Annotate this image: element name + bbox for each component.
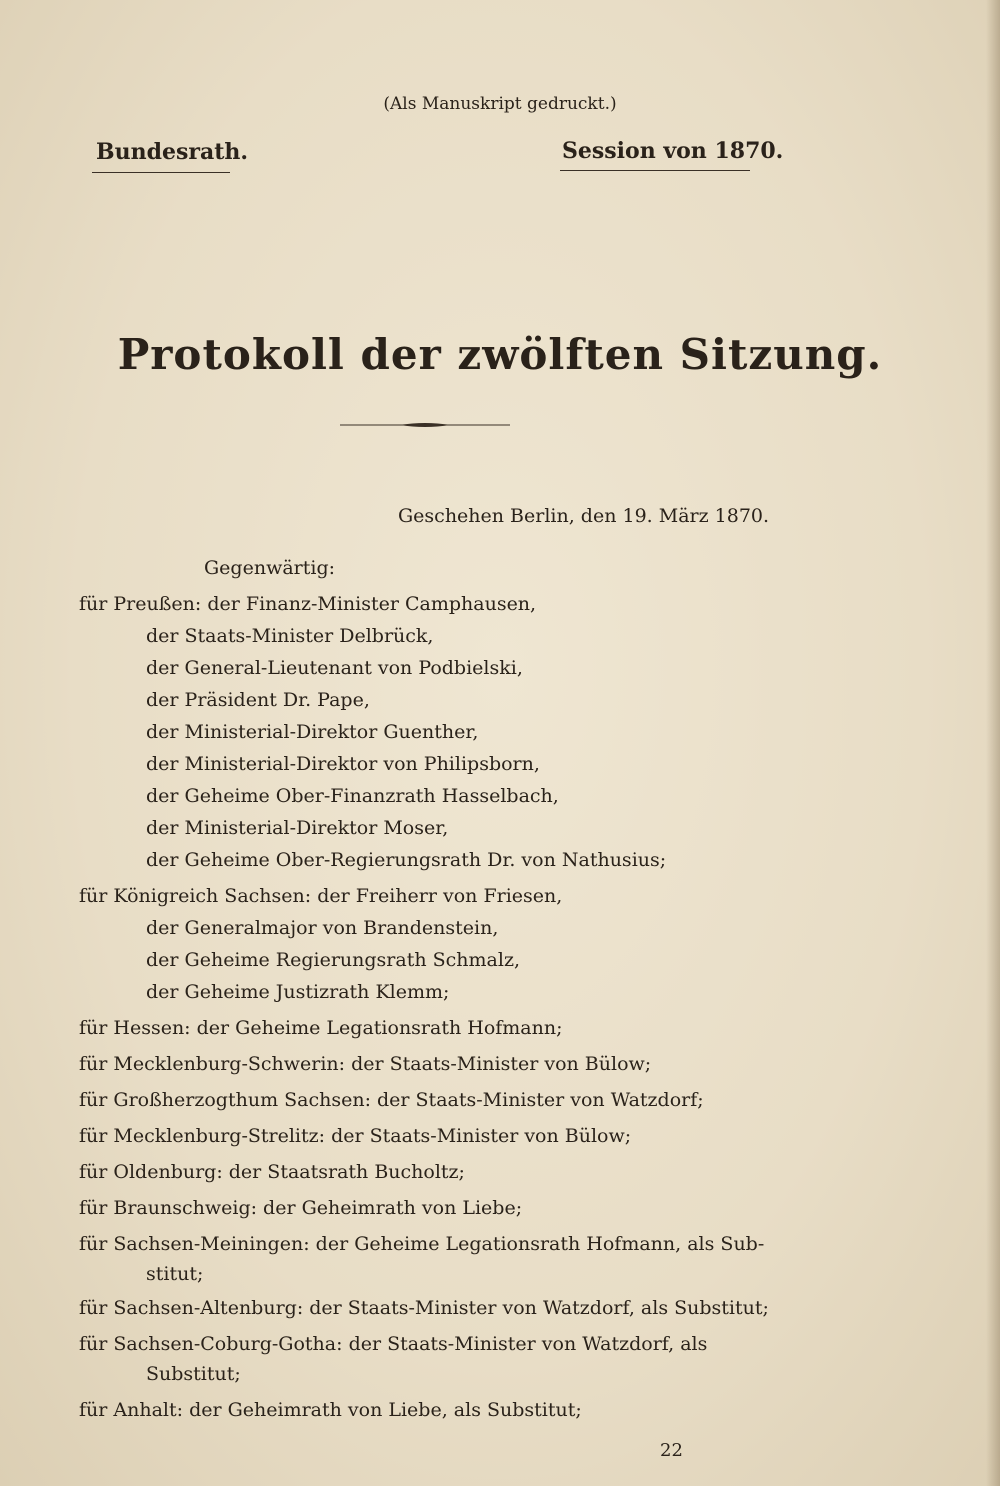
entry-line: der Geheime Ober-Finanzrath Hasselbach,: [146, 785, 559, 807]
document-title: Protokoll der zwölften Sitzung.: [117, 330, 883, 379]
entry-line: der Ministerial-Direktor Moser,: [146, 817, 449, 839]
entry-line: für Sachsen-Meiningen: der Geheime Legationsrath Hofmann, als Sub-: [79, 1233, 765, 1255]
entry-line: für Preußen: der Finanz-Minister Camphausen,: [79, 593, 537, 615]
manuscript-note: (Als Manuskript gedruckt.): [383, 94, 617, 114]
entry-line: für Königreich Sachsen: der Freiherr von Friesen,: [79, 885, 563, 907]
entry-line: für Braunschweig: der Geheimrath von Liebe;: [79, 1197, 523, 1219]
entry-line: der Geheime Justizrath Klemm;: [146, 981, 450, 1003]
header-left: Bundesrath.: [96, 139, 249, 165]
date-line: Geschehen Berlin, den 19. März 1870.: [398, 505, 770, 527]
page-number: 22: [660, 1440, 683, 1461]
entry-line: der Staats-Minister Delbrück,: [146, 625, 434, 647]
entry-line: für Sachsen-Altenburg: der Staats-Minister von Watzdorf, als Substitut;: [79, 1297, 769, 1319]
entry-line: für Sachsen-Coburg-Gotha: der Staats-Minister von Watzdorf, als: [79, 1333, 708, 1355]
title-ornament-rule: [340, 420, 510, 430]
entry-line: für Anhalt: der Geheimrath von Liebe, als Substitut;: [79, 1399, 582, 1421]
entry-line: für Großherzogthum Sachsen: der Staats-Minister von Watzdorf;: [79, 1089, 704, 1111]
header-right: Session von 1870.: [562, 138, 784, 164]
entry-line: stitut;: [146, 1263, 204, 1285]
entry-line: der Ministerial-Direktor Guenther,: [146, 721, 479, 743]
present-label: Gegenwärtig:: [204, 557, 336, 579]
page-edge-shadow: [986, 0, 1000, 1486]
header-right-rule: [560, 170, 750, 171]
entry-line: für Mecklenburg-Strelitz: der Staats-Minister von Bülow;: [79, 1125, 632, 1147]
header-left-rule: [92, 172, 230, 173]
entry-line: der Geheime Regierungsrath Schmalz,: [146, 949, 520, 971]
entry-line: für Oldenburg: der Staatsrath Bucholtz;: [79, 1161, 465, 1183]
entry-line: Substitut;: [146, 1363, 241, 1385]
entry-line: für Mecklenburg-Schwerin: der Staats-Minister von Bülow;: [79, 1053, 652, 1075]
entry-line: für Hessen: der Geheime Legationsrath Hofmann;: [79, 1017, 563, 1039]
entry-line: der General-Lieutenant von Podbielski,: [146, 657, 523, 679]
entry-line: der Generalmajor von Brandenstein,: [146, 917, 499, 939]
entry-line: der Geheime Ober-Regierungsrath Dr. von Nathusius;: [146, 849, 667, 871]
entry-line: der Präsident Dr. Pape,: [146, 689, 370, 711]
entry-line: der Ministerial-Direktor von Philipsborn,: [146, 753, 540, 775]
